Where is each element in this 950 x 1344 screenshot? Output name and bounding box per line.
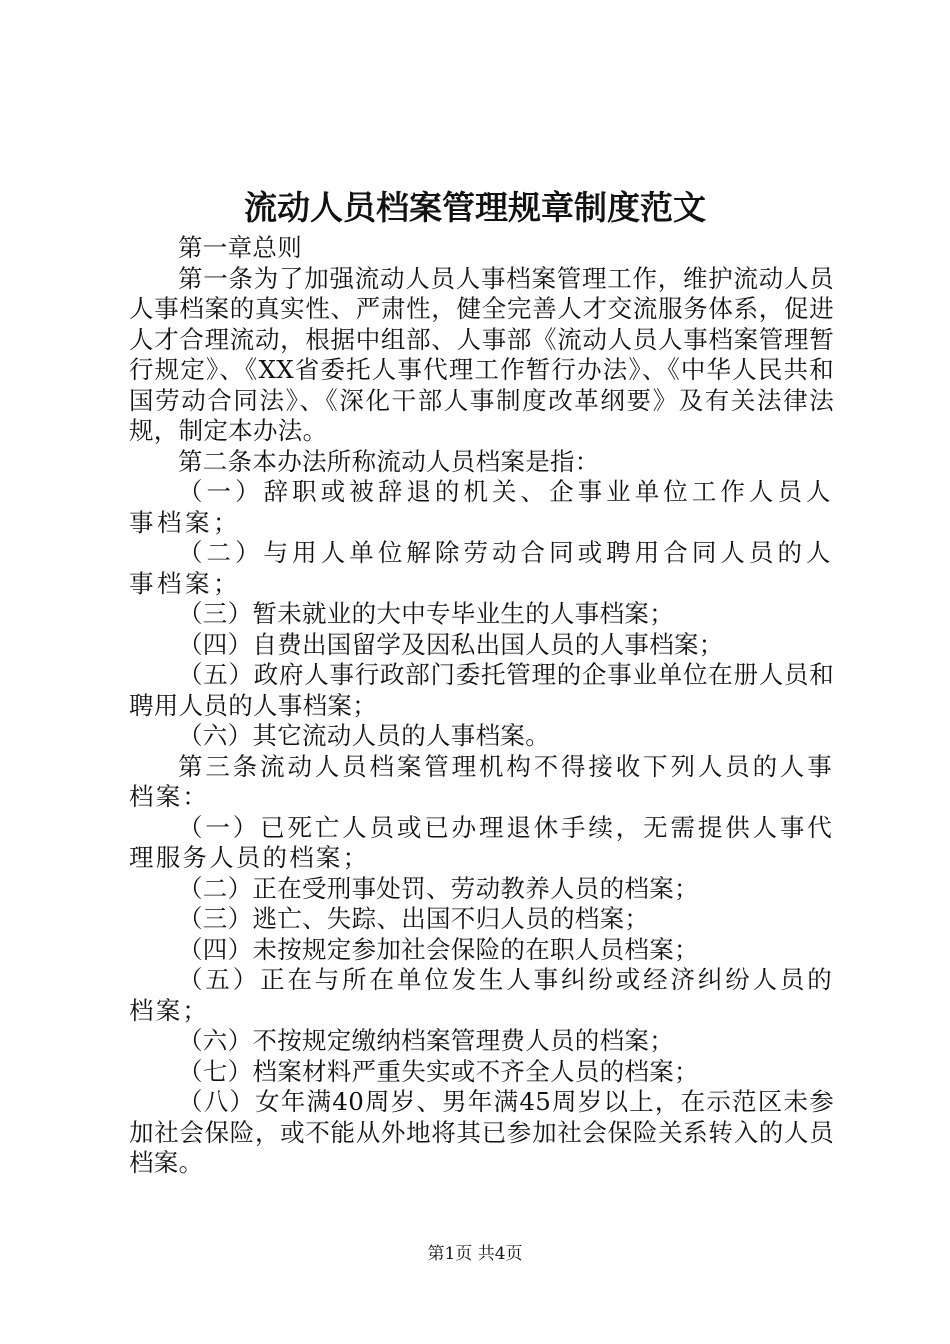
article-3: 第三条流动人员档案管理机构不得接收下列人员的人事档案：	[129, 751, 834, 811]
article-3-item-3: （三）逃亡、失踪、出国不归人员的档案；	[178, 904, 650, 933]
article-2: 第二条本办法所称流动人员档案是指：	[178, 446, 600, 476]
article-3-item-8: （八）女年满40周岁、男年满45周岁以上，在示范区未参加社会保险，或不能从外地将其已参加社会保险关系转入的人员档案。	[129, 1087, 834, 1177]
article-3-item-7: （七）档案材料严重失实或不齐全人员的档案；	[178, 1056, 699, 1086]
article-3-item-4: （四）未按规定参加社会保险的在职人员档案；	[178, 934, 699, 964]
article-2-item-5: （五）政府人事行政部门委托管理的企事业单位在册人员和聘用人员的人事档案；	[129, 660, 834, 720]
article-2-item-4: （四）自费出国留学及因私出国人员的人事档案；	[178, 629, 724, 659]
article-2-item-3: （三）暂未就业的大中专毕业生的人事档案；	[178, 599, 674, 628]
article-3-item-5: （五）正在与所在单位发生人事纠纷或经济纠纷人员的档案；	[129, 965, 834, 1025]
article-1: 第一条为了加强流动人员人事档案管理工作，维护流动人员人事档案的真实性、严肃性，健全完善人才交流服务体系，促进人才合理流动，根据中组部、人事部《流动人员人事档案管理暂行规定》、《XX省委托人事代理工作暂行办法》、《中华人民共和国劳动合同法》、《深化干部人事制度改革纲要》及有关法律法规，制定本办法。	[129, 263, 834, 445]
article-2-item-1: （一）辞职或被辞退的机关、企事业单位工作人员人事档案；	[129, 477, 834, 537]
article-2-item-6: （六）其它流动人员的人事档案。	[178, 721, 550, 750]
chapter-heading: 第一章总则	[178, 233, 302, 262]
article-2-item-2: （二）与用人单位解除劳动合同或聘用合同人员的人事档案；	[129, 538, 834, 598]
article-3-item-1: （一）已死亡人员或已办理退休手续，无需提供人事代理服务人员的档案；	[129, 812, 834, 872]
page-number-footer: 第1页 共4页	[427, 1244, 523, 1264]
document-title: 流动人员档案管理规章制度范文	[244, 188, 706, 227]
article-3-item-2: （二）正在受刑事处罚、劳动教养人员的档案；	[178, 873, 699, 903]
article-3-item-6: （六）不按规定缴纳档案管理费人员的档案；	[178, 1026, 674, 1055]
document-body	[129, 233, 834, 1179]
